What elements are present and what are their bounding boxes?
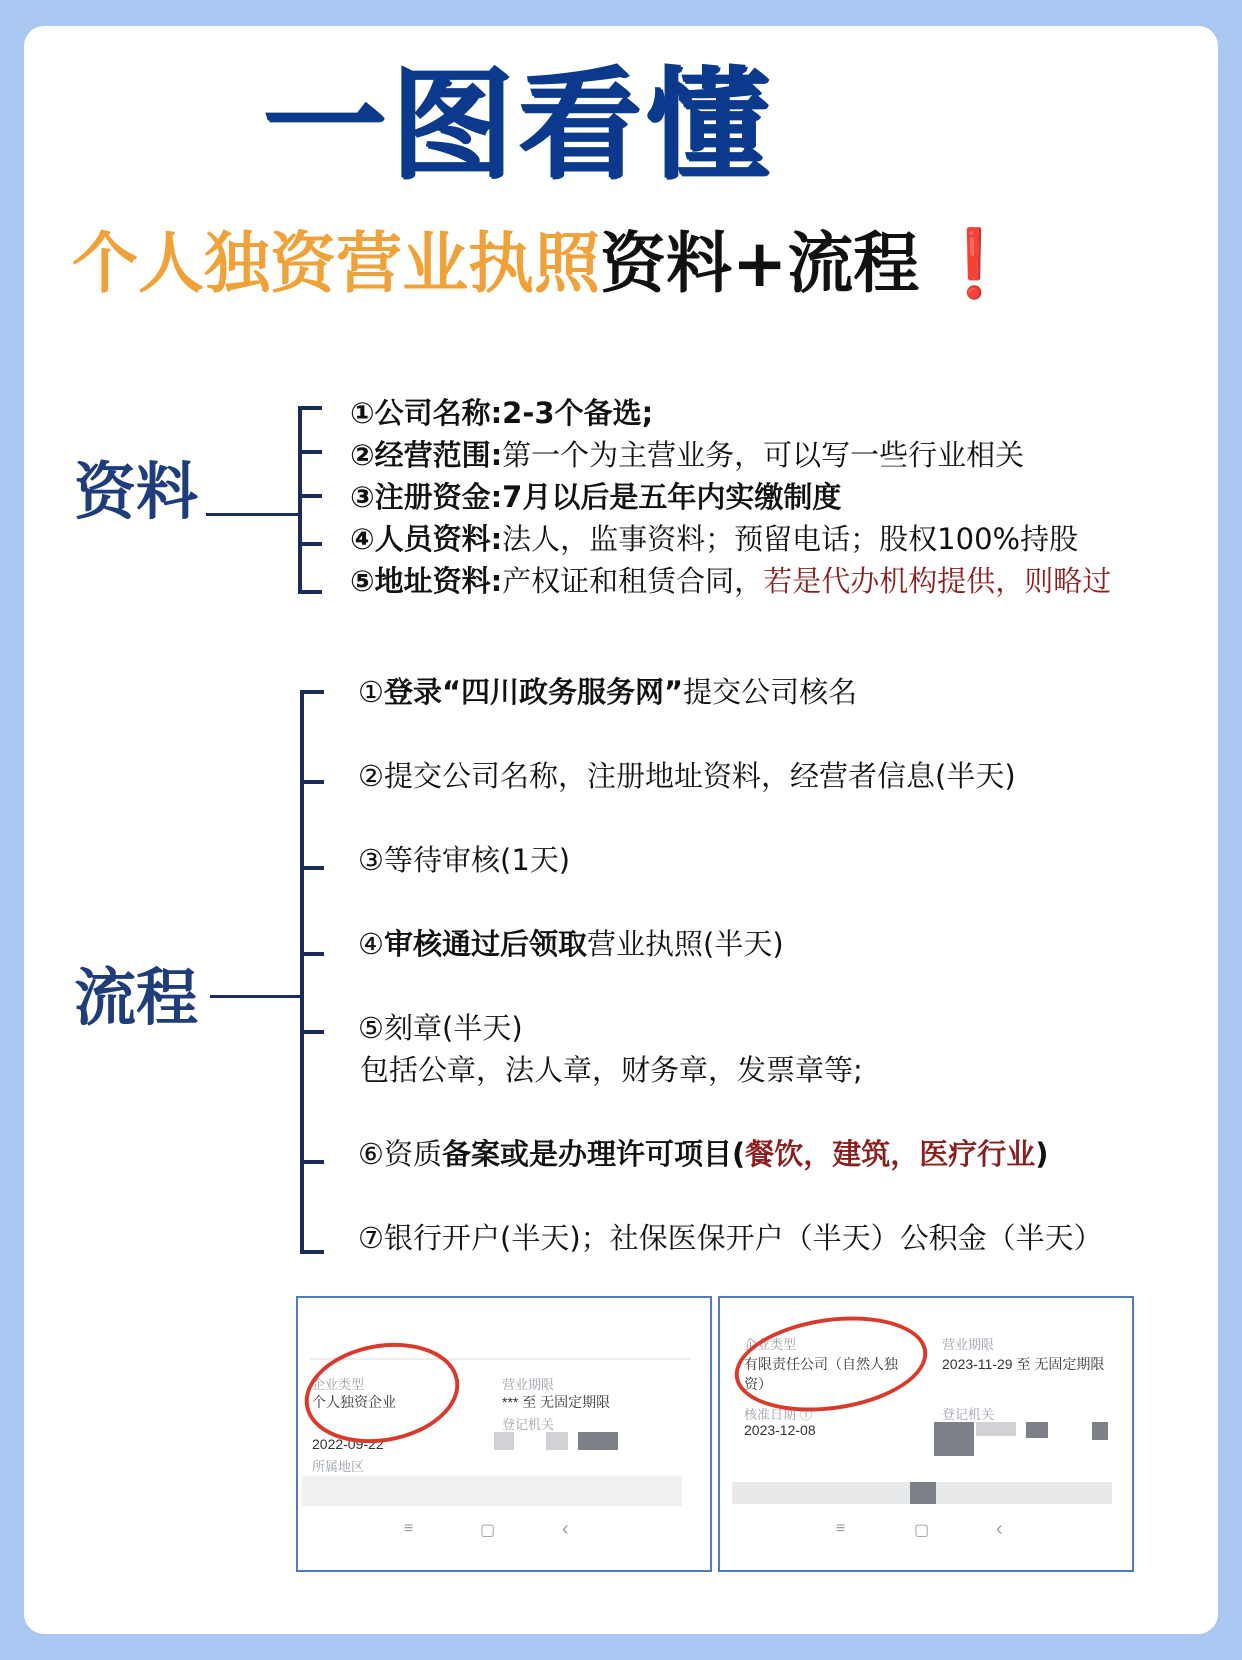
bracket-tick (300, 450, 322, 454)
business-term-value: *** 至 无固定期限 (502, 1394, 611, 1410)
android-nav-bar (298, 1508, 710, 1560)
bracket-tick (300, 590, 322, 594)
redacted-block (494, 1432, 514, 1450)
company-type-value: 有限责任公司（自然人独 (744, 1356, 898, 1372)
process-bracket (300, 690, 304, 1254)
redacted-block (976, 1422, 1016, 1436)
company-type-label: 企业类型 (312, 1377, 365, 1392)
redacted-block (546, 1432, 568, 1450)
company-type-label: 企业类型 (744, 1337, 797, 1352)
subtitle-orange: 个人独资营业执照 (72, 225, 600, 302)
page-subtitle (72, 224, 1016, 304)
subtitle-black: 资料+流程 (600, 225, 920, 302)
approval-date-label: 核准日期 ⓘ (744, 1407, 813, 1422)
materials-connector (206, 513, 298, 516)
process-step: ③等待审核(1天) (358, 843, 571, 877)
business-term-label: 营业期限 (502, 1377, 555, 1392)
redacted-block (578, 1432, 618, 1450)
process-step: ①登录“四川政务服务网”提交公司核名 (358, 675, 858, 709)
process-step: ⑦银行开户(半天)；社保医保开户（半天）公积金（半天） (358, 1221, 1103, 1255)
bracket-tick (302, 1160, 324, 1164)
bracket-tick (300, 406, 322, 410)
bracket-tick (302, 1250, 324, 1254)
android-nav-bar (720, 1510, 1132, 1562)
business-term-value: 2023-11-29 至 无固定期限 (942, 1356, 1105, 1372)
bracket-tick (302, 952, 324, 956)
materials-label: 资料 (74, 455, 199, 528)
bracket-tick (300, 542, 322, 546)
process-step: ⑥资质备案或是办理许可项目(餐饮，建筑，医疗行业) (358, 1137, 1049, 1171)
material-item: ④人员资料:法人，监事资料；预留电话；股权100%持股 (350, 522, 1079, 556)
back-icon: ‹ (996, 1518, 1003, 1540)
process-connector (210, 995, 302, 998)
bracket-tick (300, 494, 322, 498)
process-step: ②提交公司名称，注册地址资料，经营者信息(半天) (358, 759, 1016, 793)
page-title: 一图看懂 (262, 56, 773, 195)
business-term-label: 营业期限 (942, 1337, 995, 1352)
authority-label: 登记机关 (502, 1417, 555, 1432)
company-type-value-cont: 资） (744, 1376, 772, 1392)
region-label: 所属地区 (312, 1459, 365, 1474)
redacted-block (1026, 1422, 1048, 1438)
approval-date-value: 2022-09-22 (312, 1436, 384, 1452)
material-item: ③注册资金:7月以后是五年内实缴制度 (350, 480, 842, 514)
process-step: ④审核通过后领取营业执照(半天) (358, 927, 784, 961)
menu-icon: ≡ (836, 1520, 846, 1537)
home-icon: ▢ (914, 1522, 930, 1539)
redacted-block (910, 1482, 936, 1504)
process-step: ⑤刻章(半天) (358, 1011, 523, 1045)
process-step-detail: 包括公章，法人章，财务章，发票章等; (360, 1053, 863, 1087)
authority-label: 登记机关 (942, 1407, 995, 1422)
material-item: ①公司名称:2-3个备选; (350, 396, 654, 430)
material-item: ②经营范围:第一个为主营业务，可以写一些行业相关 (350, 438, 1025, 472)
approval-date-value: 2023-12-08 (744, 1422, 816, 1438)
menu-icon: ≡ (404, 1520, 414, 1537)
bracket-tick (302, 1030, 324, 1034)
redacted-block (934, 1422, 974, 1456)
license-screenshot-right (718, 1296, 1134, 1572)
redacted-block (1092, 1422, 1108, 1440)
back-icon: ‹ (562, 1518, 569, 1540)
license-screenshot-left (296, 1296, 712, 1572)
company-type-value: 个人独资企业 (312, 1394, 396, 1410)
material-item: ⑤地址资料:产权证和租赁合同，若是代办机构提供，则略过 (350, 564, 1112, 598)
bracket-tick (302, 866, 324, 870)
materials-bracket (298, 406, 302, 594)
redacted-bar (302, 1476, 682, 1506)
bracket-tick (302, 780, 324, 784)
bracket-tick (302, 690, 324, 694)
home-icon: ▢ (480, 1522, 496, 1539)
exclamation-icon: ❗ (933, 225, 1016, 302)
process-label: 流程 (74, 961, 199, 1034)
